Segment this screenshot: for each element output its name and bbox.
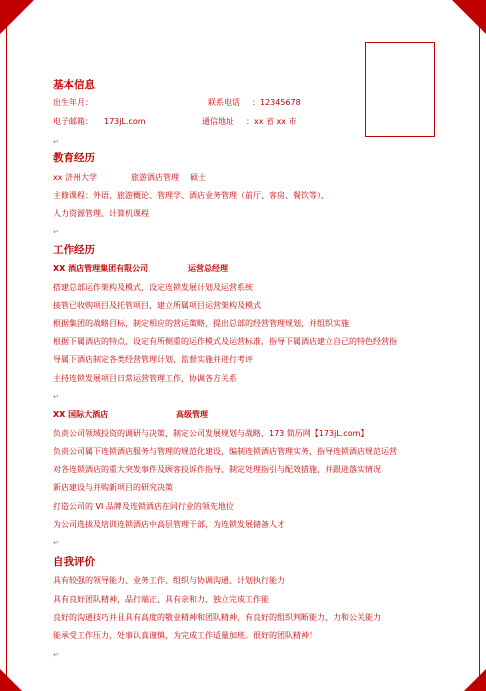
corner-decoration-bottom-left [0,669,22,691]
edu-degree: 硕士 [190,173,206,182]
job-2-line: 新店建设与并购新项目的研究决策 [53,483,173,492]
job-1-line: 导属下酒店制定各类经营管理计划，监督实施并进行考评 [53,355,253,364]
paragraph-mark: ↵ [53,138,59,146]
photo-placeholder[interactable] [365,42,435,137]
phone-value: ：12345678 [252,98,301,107]
paragraph-mark: ↵ [53,539,59,547]
job-1-company: XX 酒店管理集团有限公司 [53,264,149,273]
self-eval-line: 具有较强的领导能力、业务工作、组织与协调沟通、计划执行能力 [53,576,285,585]
section-title-work: 工作经历 [53,244,95,256]
paragraph-mark: ↵ [53,228,59,236]
page-border-left [6,0,7,691]
self-eval-line: 能承受工作压力，处事认真谨慎，为完成工作适量加班。很好的团队精神！ [53,631,317,640]
corner-decoration-bottom-right [464,669,486,691]
corner-decoration-top-right [452,0,486,34]
dob-label: 出生年月： [53,98,93,107]
section-title-education: 教育经历 [53,152,95,164]
job-1-line: 搭建总部运作架构及模式，设定连锁发展计划及运营系统 [53,283,253,292]
job-1-title: 运营总经理 [188,264,228,273]
self-eval-line: 良好的沟通技巧并且具有高度的敬业精神和团队精神，有良好的组织判断能力，力和公关能力 [53,613,381,622]
job-2-company: XX 国际大酒店 [53,410,109,419]
address-label: 通信地址 [202,117,234,126]
self-eval-line: 具有良好团队精神，品行端正、具有亲和力、独立完成工作能 [53,595,269,604]
paragraph-mark: ↵ [53,651,59,659]
edu-major: 旅游酒店管理 [131,173,179,182]
job-1-line: 主持连锁发展项目日常运营管理工作，协调各方关系 [53,374,237,383]
paragraph-mark: ↵ [53,393,59,401]
job-2-line: 对各连锁酒店的重大突发事件及顾客投诉作指导，制定处理指引与配效措施，并跟进落实情况 [53,465,381,474]
phone-label: 联系电话 [208,98,240,107]
job-1-line: 根据集团的战略目标，制定相应的营运策略，提出总部的经营管理规划，并组织实施 [53,319,349,328]
job-2-line: 负责公司领域投资的调研与决策，制定公司发展规划与战略，173 简历网【173jL.com】 [53,429,369,438]
job-1-line: 接管已收购项目及托管项目，建立所属项目运营架构及模式 [53,301,261,310]
edu-courses-line-2: 人力资源管理、计算机课程 [53,209,149,218]
edu-courses-line-1: 主修课程：外语、旅游概论、管理学、酒店业务管理（前厅、客房、餐饮等）、 [53,191,329,200]
section-title-self-evaluation: 自我评价 [53,556,95,568]
job-2-line: 打造公司的 VI 品牌及连锁酒店在同行业的领先地位 [53,502,234,511]
job-2-line: 负责公司属下连锁酒店服务与管理的规范化建设，编制连锁酒店管理实务，指导连锁酒店规范运营 [53,447,397,456]
job-1-line: 根据下属酒店的特点，设定有所侧重的运作模式及运营标准，指导下属酒店建立自己的特色经营指 [53,337,397,346]
job-2-title: 高级管理 [176,410,208,419]
page-border-right [479,0,480,691]
edu-school: xx 济州大学 [53,173,98,182]
job-2-line: 为公司选拔及培训连锁酒店中高层管理干部，为连锁发展储备人才 [53,520,285,529]
email-value: 173jL.com [104,117,146,126]
email-label: 电子邮箱： [53,117,93,126]
address-value: ：xx 省 xx 市 [246,117,297,126]
section-title-basic: 基本信息 [53,79,95,91]
